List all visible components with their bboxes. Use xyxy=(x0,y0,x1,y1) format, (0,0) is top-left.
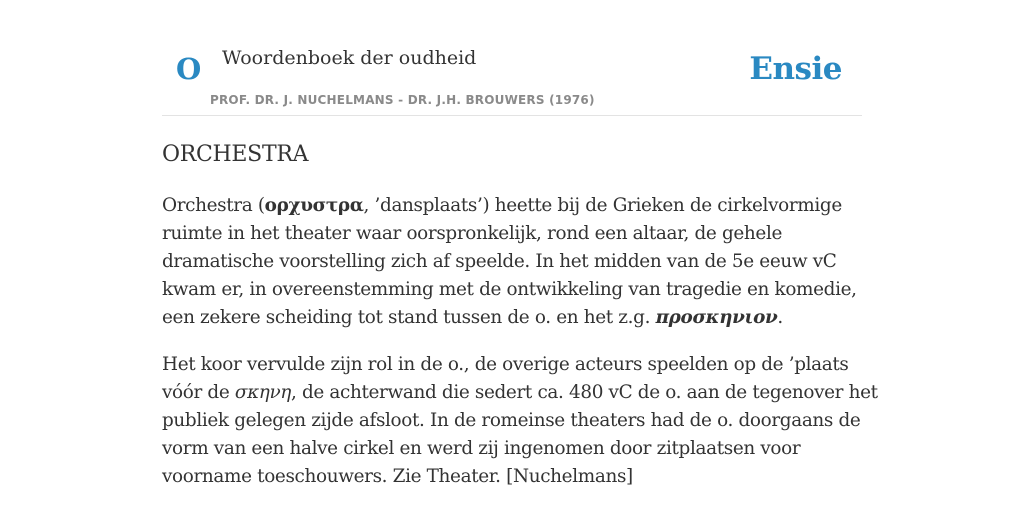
p2-text-2: , de achterwand die sedert ca. 480 vC de o. aan de tegenover het publiek gelegen zijde afsloot. In de romeinse theaters had de o. doorgaans de vorm van een halve cirkel en werd zij ingenomen door zitplaatsen voor voorname toeschouwers. Zie Theater. [Nuchelmans] xyxy=(162,382,878,487)
paragraph-2 xyxy=(162,351,882,491)
p1-text-3: . xyxy=(777,307,783,328)
paragraph-1 xyxy=(162,192,882,332)
p1-text-1: Orchestra ( xyxy=(162,195,265,216)
book-title[interactable]: Woordenboek der oudheid xyxy=(222,47,477,69)
p2-text-1: Het koor vervulde zijn rol in de o., de overige acteurs speelden op de ’plaats vóór de xyxy=(162,354,849,403)
p1-text-2: , ’dansplaats’) heette bij de Grieken de cirkelvormige ruimte in het theater waar oorspronkelijk, rond een altaar, de gehele dramatische voorstelling zich af speelde. In het midden van de 5e eeuw vC kwam er, in overeenstemming met de ontwikkeling van tragedie en komedie, een zekere scheiding tot stand tussen de o. en het z.g. xyxy=(162,195,857,328)
index-letter[interactable]: O xyxy=(176,52,202,86)
entry-title: ORCHESTRA xyxy=(162,142,309,167)
greek-term-skene: σκηνη xyxy=(234,382,291,403)
page xyxy=(162,0,878,487)
authors-line: PROF. DR. J. NUCHELMANS - DR. J.H. BROUWERS (1976) xyxy=(210,93,595,107)
greek-term-orchestra: ορχυστρα xyxy=(264,195,364,216)
greek-term-proskenion: προσκηνιον xyxy=(655,307,778,328)
entry-body xyxy=(162,192,882,510)
brand-logo[interactable]: Ensie xyxy=(749,51,842,87)
header xyxy=(162,0,862,116)
